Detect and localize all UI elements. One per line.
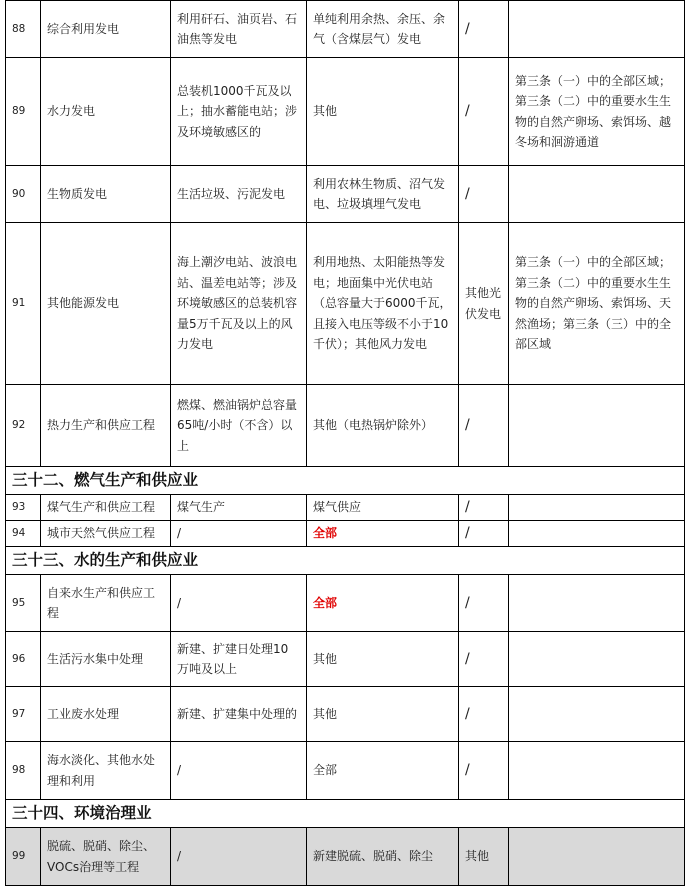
registration-requirement: / bbox=[459, 58, 509, 166]
sensitive-area-definition bbox=[509, 166, 685, 223]
sensitive-area-definition bbox=[509, 632, 685, 687]
registration-requirement: / bbox=[459, 742, 509, 800]
form-requirement: 其他 bbox=[307, 58, 459, 166]
row-number: 91 bbox=[6, 223, 41, 385]
registration-requirement: / bbox=[459, 687, 509, 742]
sensitive-area-definition bbox=[509, 495, 685, 521]
report-requirement: 煤气生产 bbox=[171, 495, 307, 521]
report-requirement: 生活垃圾、污泥发电 bbox=[171, 166, 307, 223]
registration-requirement: / bbox=[459, 495, 509, 521]
sensitive-area-definition bbox=[509, 385, 685, 467]
project-category: 综合利用发电 bbox=[41, 1, 171, 58]
row-number: 90 bbox=[6, 166, 41, 223]
project-category: 生活污水集中处理 bbox=[41, 632, 171, 687]
form-requirement: 新建脱硫、脱硝、除尘 bbox=[307, 828, 459, 886]
row-number: 96 bbox=[6, 632, 41, 687]
form-requirement: 单纯利用余热、余压、余气（含煤层气）发电 bbox=[307, 1, 459, 58]
report-requirement: 利用矸石、油页岩、石油焦等发电 bbox=[171, 1, 307, 58]
form-requirement: 利用农林生物质、沼气发电、垃圾填埋气发电 bbox=[307, 166, 459, 223]
project-category: 自来水生产和供应工程 bbox=[41, 575, 171, 632]
report-requirement: 新建、扩建集中处理的 bbox=[171, 687, 307, 742]
section-header-row bbox=[6, 467, 685, 495]
table-row bbox=[6, 1, 685, 58]
form-requirement: 煤气供应 bbox=[307, 495, 459, 521]
project-category: 其他能源发电 bbox=[41, 223, 171, 385]
registration-requirement: / bbox=[459, 1, 509, 58]
form-requirement: 其他（电热锅炉除外） bbox=[307, 385, 459, 467]
form-requirement: 其他 bbox=[307, 632, 459, 687]
table-row bbox=[6, 385, 685, 467]
table-row bbox=[6, 223, 685, 385]
sensitive-area-definition bbox=[509, 687, 685, 742]
registration-requirement: 其他 bbox=[459, 828, 509, 886]
row-number: 94 bbox=[6, 521, 41, 547]
section-title: 三十四、环境治理业 bbox=[6, 800, 685, 828]
registration-requirement: / bbox=[459, 632, 509, 687]
section-header-row bbox=[6, 800, 685, 828]
row-number: 97 bbox=[6, 687, 41, 742]
project-category: 水力发电 bbox=[41, 58, 171, 166]
report-requirement: 新建、扩建日处理10万吨及以上 bbox=[171, 632, 307, 687]
report-requirement: / bbox=[171, 521, 307, 547]
row-number: 95 bbox=[6, 575, 41, 632]
sensitive-area-definition bbox=[509, 521, 685, 547]
table-row bbox=[6, 828, 685, 886]
report-requirement: / bbox=[171, 575, 307, 632]
row-number: 98 bbox=[6, 742, 41, 800]
registration-requirement: / bbox=[459, 575, 509, 632]
sensitive-area-definition bbox=[509, 742, 685, 800]
row-number: 93 bbox=[6, 495, 41, 521]
row-number: 99 bbox=[6, 828, 41, 886]
table-row bbox=[6, 495, 685, 521]
registration-requirement: / bbox=[459, 521, 509, 547]
project-category: 城市天然气供应工程 bbox=[41, 521, 171, 547]
table-row bbox=[6, 632, 685, 687]
report-requirement: / bbox=[171, 828, 307, 886]
registration-requirement: / bbox=[459, 166, 509, 223]
row-number: 88 bbox=[6, 1, 41, 58]
report-requirement: 燃煤、燃油锅炉总容量65吨/小时（不含）以上 bbox=[171, 385, 307, 467]
section-header-row bbox=[6, 547, 685, 575]
row-number: 92 bbox=[6, 385, 41, 467]
project-category: 生物质发电 bbox=[41, 166, 171, 223]
form-requirement: 其他 bbox=[307, 687, 459, 742]
report-requirement: 海上潮汐电站、波浪电站、温差电站等；涉及环境敏感区的总装机容量5万千瓦及以上的风力发电 bbox=[171, 223, 307, 385]
project-category: 煤气生产和供应工程 bbox=[41, 495, 171, 521]
form-requirement: 全部 bbox=[307, 575, 459, 632]
form-requirement: 利用地热、太阳能热等发电；地面集中光伏电站（总容量大于6000千瓦，且接入电压等级不小于10千伏）；其他风力发电 bbox=[307, 223, 459, 385]
sensitive-area-definition: 第三条（一）中的全部区域；第三条（二）中的重要水生生物的自然产卵场、索饵场、越冬场和洄游通道 bbox=[509, 58, 685, 166]
table-row bbox=[6, 521, 685, 547]
sensitive-area-definition: 第三条（一）中的全部区域；第三条（二）中的重要水生生物的自然产卵场、索饵场、天然渔场；第三条（三）中的全部区域 bbox=[509, 223, 685, 385]
report-requirement: / bbox=[171, 742, 307, 800]
row-number: 89 bbox=[6, 58, 41, 166]
table-row bbox=[6, 687, 685, 742]
section-title: 三十二、燃气生产和供应业 bbox=[6, 467, 685, 495]
table-row bbox=[6, 742, 685, 800]
sensitive-area-definition bbox=[509, 1, 685, 58]
registration-requirement: / bbox=[459, 385, 509, 467]
sensitive-area-definition bbox=[509, 575, 685, 632]
report-requirement: 总装机1000千瓦及以上；抽水蓄能电站；涉及环境敏感区的 bbox=[171, 58, 307, 166]
eia-catalog-table bbox=[5, 0, 685, 886]
form-requirement: 全部 bbox=[307, 742, 459, 800]
sensitive-area-definition bbox=[509, 828, 685, 886]
project-category: 热力生产和供应工程 bbox=[41, 385, 171, 467]
table-row bbox=[6, 575, 685, 632]
table-body bbox=[6, 1, 685, 886]
registration-requirement: 其他光伏发电 bbox=[459, 223, 509, 385]
project-category: 工业废水处理 bbox=[41, 687, 171, 742]
project-category: 脱硫、脱硝、除尘、VOCs治理等工程 bbox=[41, 828, 171, 886]
section-title: 三十三、水的生产和供应业 bbox=[6, 547, 685, 575]
form-requirement: 全部 bbox=[307, 521, 459, 547]
table-row bbox=[6, 166, 685, 223]
project-category: 海水淡化、其他水处理和利用 bbox=[41, 742, 171, 800]
table-row bbox=[6, 58, 685, 166]
